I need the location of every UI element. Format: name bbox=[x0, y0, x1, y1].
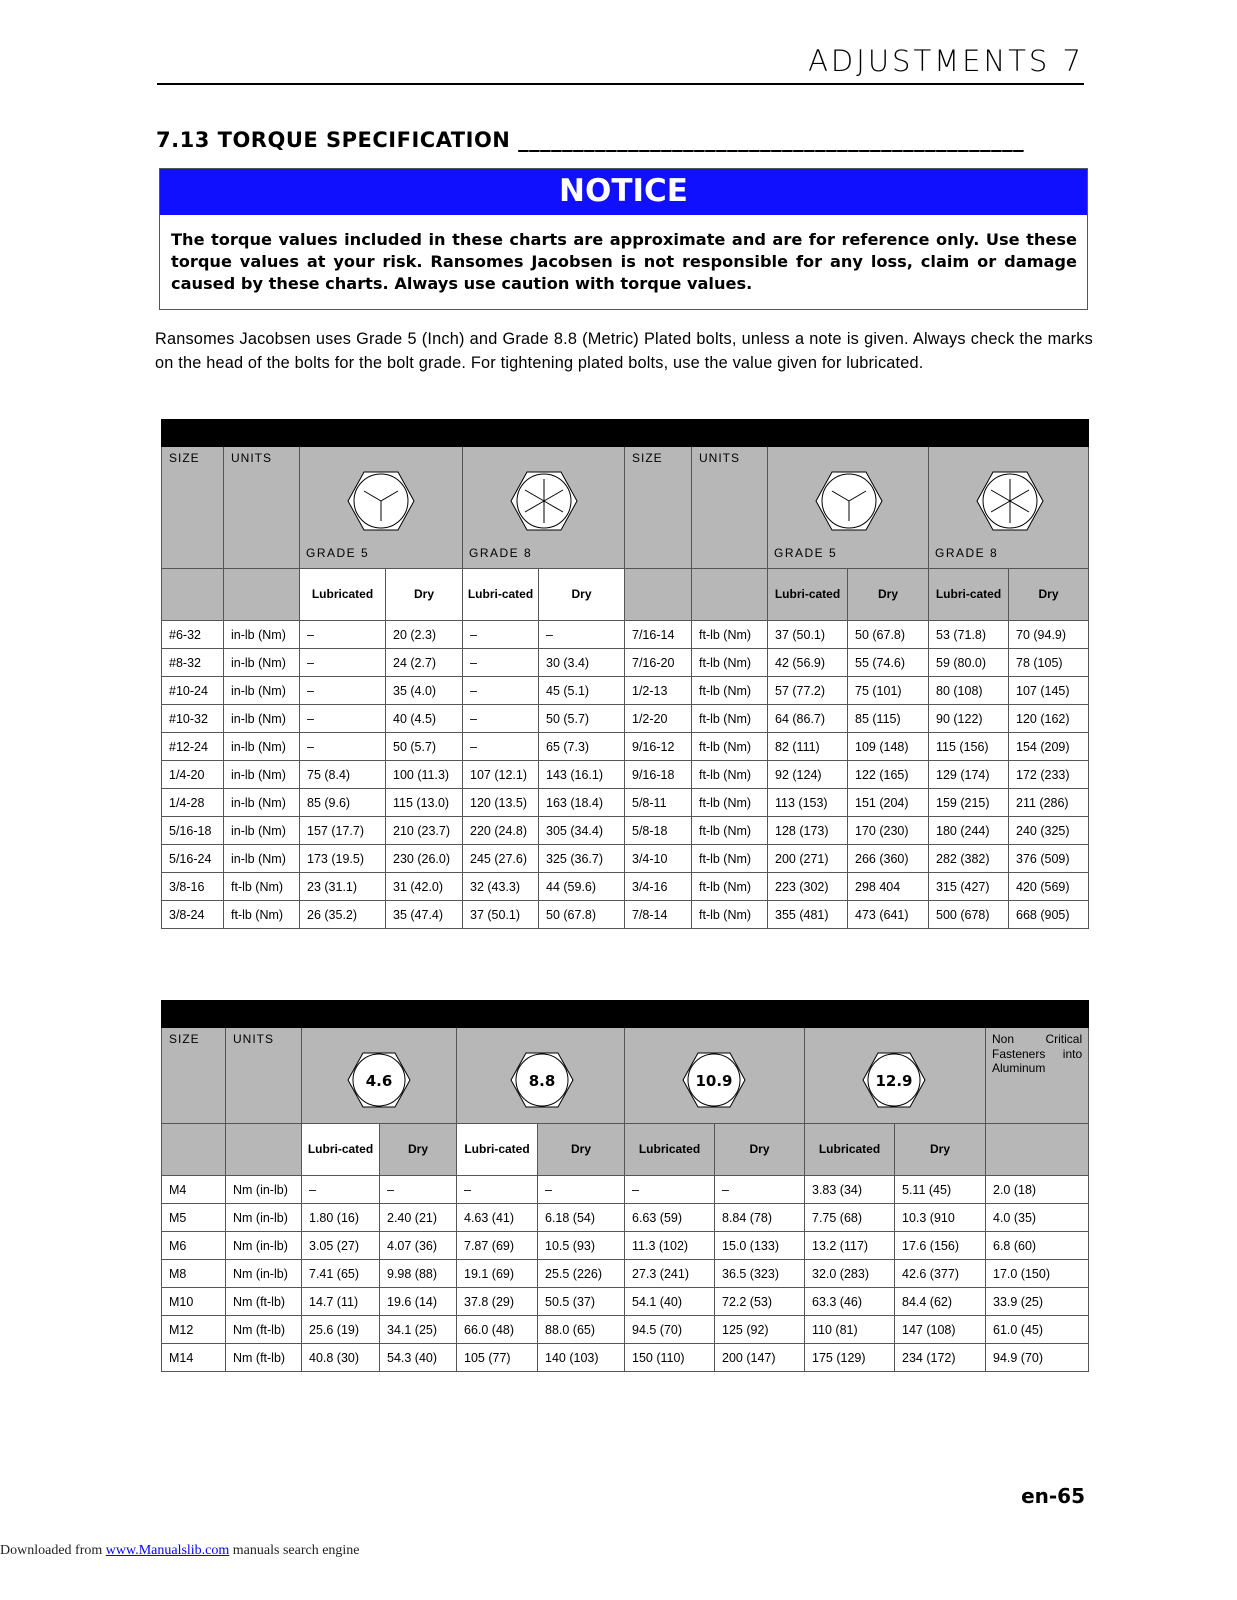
table-cell: 9.98 (88) bbox=[380, 1260, 457, 1288]
bolt-class-4-6-text: 4.6 bbox=[365, 1072, 393, 1090]
grade8-bolt-icon bbox=[975, 469, 1045, 533]
table-cell: 120 (13.5) bbox=[463, 789, 539, 817]
bolt-class-8-8-icon bbox=[509, 1050, 575, 1110]
units-header: UNITS bbox=[226, 1028, 302, 1124]
empty-subheader-cell bbox=[224, 569, 300, 621]
table-cell: 220 (24.8) bbox=[463, 817, 539, 845]
table-cell: 157 (17.7) bbox=[300, 817, 386, 845]
class-10-9-header bbox=[625, 1028, 805, 1124]
table-cell: 159 (215) bbox=[929, 789, 1009, 817]
table-cell: 33.9 (25) bbox=[986, 1288, 1089, 1316]
table-cell: M5 bbox=[162, 1204, 226, 1232]
table-cell: 5/8-11 bbox=[625, 789, 692, 817]
empty-subheader-cell bbox=[625, 569, 692, 621]
table-cell: 19.1 (69) bbox=[457, 1260, 538, 1288]
table-cell: 32.0 (283) bbox=[805, 1260, 895, 1288]
grade5-label: GRADE 5 bbox=[306, 546, 370, 560]
table-cell: 75 (8.4) bbox=[300, 761, 386, 789]
table-cell: Nm (ft-lb) bbox=[226, 1316, 302, 1344]
table-cell: 7/8-14 bbox=[625, 901, 692, 929]
table-cell: 1/2-13 bbox=[625, 677, 692, 705]
table-cell: in-lb (Nm) bbox=[224, 817, 300, 845]
table-cell: 210 (23.7) bbox=[386, 817, 463, 845]
table-cell: 3/4-10 bbox=[625, 845, 692, 873]
subheader-grade5-lubricated-right: Lubri-cated bbox=[768, 569, 848, 621]
table-cell: #10-24 bbox=[162, 677, 224, 705]
subheader-8-8-dry: Dry bbox=[538, 1124, 625, 1176]
table-cell: ft-lb (Nm) bbox=[224, 901, 300, 929]
table-cell: 110 (81) bbox=[805, 1316, 895, 1344]
subheader-4-6-dry: Dry bbox=[380, 1124, 457, 1176]
table-cell: – bbox=[300, 677, 386, 705]
table-cell: 19.6 (14) bbox=[380, 1288, 457, 1316]
table-cell: 40 (4.5) bbox=[386, 705, 463, 733]
table-cell: 668 (905) bbox=[1009, 901, 1089, 929]
class-8-8-header bbox=[457, 1028, 625, 1124]
table-cell: M14 bbox=[162, 1344, 226, 1372]
table-cell: 34.1 (25) bbox=[380, 1316, 457, 1344]
table-row bbox=[162, 677, 1089, 705]
table-cell: 14.7 (11) bbox=[302, 1288, 380, 1316]
table-cell: 4.0 (35) bbox=[986, 1204, 1089, 1232]
table-cell: 35 (4.0) bbox=[386, 677, 463, 705]
table-cell: 420 (569) bbox=[1009, 873, 1089, 901]
subheader-grade8-dry-right: Dry bbox=[1009, 569, 1089, 621]
table-cell: Nm (in-lb) bbox=[226, 1176, 302, 1204]
table-cell: Nm (in-lb) bbox=[226, 1260, 302, 1288]
table-row bbox=[162, 1316, 1089, 1344]
table-cell: 7.87 (69) bbox=[457, 1232, 538, 1260]
empty-subheader-cell bbox=[226, 1124, 302, 1176]
table-cell: 143 (16.1) bbox=[539, 761, 625, 789]
table-cell: 20 (2.3) bbox=[386, 621, 463, 649]
table-row bbox=[162, 789, 1089, 817]
table-row bbox=[162, 733, 1089, 761]
table-cell: 200 (271) bbox=[768, 845, 848, 873]
table-cell: 7/16-20 bbox=[625, 649, 692, 677]
table-cell: 122 (165) bbox=[848, 761, 929, 789]
table-cell: 298 404 bbox=[848, 873, 929, 901]
table-cell: 65 (7.3) bbox=[539, 733, 625, 761]
table-cell: 7/16-14 bbox=[625, 621, 692, 649]
table-cell: 85 (9.6) bbox=[300, 789, 386, 817]
table-cell: 61.0 (45) bbox=[986, 1316, 1089, 1344]
table-cell: 25.5 (226) bbox=[538, 1260, 625, 1288]
subheader-12-9-lubricated: Lubricated bbox=[805, 1124, 895, 1176]
table-cell: 170 (230) bbox=[848, 817, 929, 845]
table-cell: 37 (50.1) bbox=[463, 901, 539, 929]
table-cell: 54.1 (40) bbox=[625, 1288, 715, 1316]
table-cell: 3.83 (34) bbox=[805, 1176, 895, 1204]
table-cell: 26 (35.2) bbox=[300, 901, 386, 929]
table-cell: 234 (172) bbox=[895, 1344, 986, 1372]
subheader-12-9-dry: Dry bbox=[895, 1124, 986, 1176]
subheader-grade5-dry-right: Dry bbox=[848, 569, 929, 621]
table-cell: ft-lb (Nm) bbox=[692, 733, 768, 761]
table-row bbox=[162, 1288, 1089, 1316]
table-cell: 37 (50.1) bbox=[768, 621, 848, 649]
table-cell: 42.6 (377) bbox=[895, 1260, 986, 1288]
table-cell: – bbox=[302, 1176, 380, 1204]
table-cell: 10.5 (93) bbox=[538, 1232, 625, 1260]
table-cell: 266 (360) bbox=[848, 845, 929, 873]
table-cell: 13.2 (117) bbox=[805, 1232, 895, 1260]
grade5-bolt-icon bbox=[346, 469, 416, 533]
table-cell: 1.80 (16) bbox=[302, 1204, 380, 1232]
table-row bbox=[162, 817, 1089, 845]
metric-torque-table bbox=[161, 1000, 1089, 1372]
table-cell: – bbox=[463, 677, 539, 705]
table-cell: 315 (427) bbox=[929, 873, 1009, 901]
table-cell: 10.3 (910 bbox=[895, 1204, 986, 1232]
table-header-bar bbox=[162, 1001, 1089, 1028]
table-cell: 50 (5.7) bbox=[386, 733, 463, 761]
empty-subheader-cell bbox=[162, 1124, 226, 1176]
section-title: 7.13 TORQUE SPECIFICATION ______________________________________________ bbox=[156, 128, 1025, 152]
table-cell: M4 bbox=[162, 1176, 226, 1204]
table-row bbox=[162, 761, 1089, 789]
table-cell: 8.84 (78) bbox=[715, 1204, 805, 1232]
table-cell: Nm (in-lb) bbox=[226, 1204, 302, 1232]
table-cell: 50.5 (37) bbox=[538, 1288, 625, 1316]
table-cell: – bbox=[300, 705, 386, 733]
table-cell: 3/8-16 bbox=[162, 873, 224, 901]
inch-torque-table bbox=[161, 419, 1089, 929]
table-cell: 473 (641) bbox=[848, 901, 929, 929]
empty-subheader-cell bbox=[986, 1124, 1089, 1176]
bolt-class-10-9-text: 10.9 bbox=[695, 1072, 733, 1090]
table-cell: 64 (86.7) bbox=[768, 705, 848, 733]
table-row bbox=[162, 1344, 1089, 1372]
table-header-bar bbox=[162, 420, 1089, 447]
table-cell: 80 (108) bbox=[929, 677, 1009, 705]
table-row bbox=[162, 1176, 1089, 1204]
table-cell: 109 (148) bbox=[848, 733, 929, 761]
table-cell: 36.5 (323) bbox=[715, 1260, 805, 1288]
table-cell: #6-32 bbox=[162, 621, 224, 649]
table-cell: 376 (509) bbox=[1009, 845, 1089, 873]
table-cell: 3/8-24 bbox=[162, 901, 224, 929]
table-cell: 107 (145) bbox=[1009, 677, 1089, 705]
grade5-header-right bbox=[768, 447, 929, 569]
table-cell: 6.18 (54) bbox=[538, 1204, 625, 1232]
table-cell: 129 (174) bbox=[929, 761, 1009, 789]
table-cell: in-lb (Nm) bbox=[224, 789, 300, 817]
table-cell: 24 (2.7) bbox=[386, 649, 463, 677]
table-cell: 5.11 (45) bbox=[895, 1176, 986, 1204]
table-cell: 105 (77) bbox=[457, 1344, 538, 1372]
table-cell: 200 (147) bbox=[715, 1344, 805, 1372]
table-cell: Nm (ft-lb) bbox=[226, 1344, 302, 1372]
table-cell: Nm (in-lb) bbox=[226, 1232, 302, 1260]
subheader-grade8-lubricated: Lubri-cated bbox=[463, 569, 539, 621]
table-cell: 120 (162) bbox=[1009, 705, 1089, 733]
table-cell: – bbox=[380, 1176, 457, 1204]
table-cell: 53 (71.8) bbox=[929, 621, 1009, 649]
table-cell: in-lb (Nm) bbox=[224, 677, 300, 705]
grade8-header bbox=[463, 447, 625, 569]
table-cell: 2.40 (21) bbox=[380, 1204, 457, 1232]
table-cell: 9/16-18 bbox=[625, 761, 692, 789]
table-cell: M12 bbox=[162, 1316, 226, 1344]
intro-paragraph: Ransomes Jacobsen uses Grade 5 (Inch) and Grade 8.8 (Metric) Plated bolts, unless a note is given. Always check the marks on the head of the bolts for the bolt grade. For tightening plated bolts, use the value given for lubricated. bbox=[155, 330, 1093, 372]
header-rule bbox=[157, 83, 1084, 85]
table-cell: 4.07 (36) bbox=[380, 1232, 457, 1260]
table-cell: 23 (31.1) bbox=[300, 873, 386, 901]
table-cell: 1/4-20 bbox=[162, 761, 224, 789]
table-cell: ft-lb (Nm) bbox=[692, 761, 768, 789]
table-cell: 11.3 (102) bbox=[625, 1232, 715, 1260]
table-cell: 50 (67.8) bbox=[539, 901, 625, 929]
table-cell: 63.3 (46) bbox=[805, 1288, 895, 1316]
table-cell: ft-lb (Nm) bbox=[692, 621, 768, 649]
class-4-6-header bbox=[302, 1028, 457, 1124]
table-cell: 37.8 (29) bbox=[457, 1288, 538, 1316]
table-cell: 25.6 (19) bbox=[302, 1316, 380, 1344]
table-cell: ft-lb (Nm) bbox=[692, 845, 768, 873]
table-cell: – bbox=[539, 621, 625, 649]
table-cell: 100 (11.3) bbox=[386, 761, 463, 789]
table-cell: 90 (122) bbox=[929, 705, 1009, 733]
table-cell: 45 (5.1) bbox=[539, 677, 625, 705]
download-footer bbox=[0, 1543, 360, 1559]
table-row bbox=[162, 873, 1089, 901]
table-row bbox=[162, 1204, 1089, 1232]
grade5-label-right: GRADE 5 bbox=[774, 546, 838, 560]
table-cell: 180 (244) bbox=[929, 817, 1009, 845]
table-cell: 1/4-28 bbox=[162, 789, 224, 817]
table-cell: ft-lb (Nm) bbox=[692, 901, 768, 929]
table-cell: 125 (92) bbox=[715, 1316, 805, 1344]
units-header-right: UNITS bbox=[692, 447, 768, 569]
table-cell: in-lb (Nm) bbox=[224, 621, 300, 649]
table-cell: 175 (129) bbox=[805, 1344, 895, 1372]
table-cell: Nm (ft-lb) bbox=[226, 1288, 302, 1316]
table-cell: 163 (18.4) bbox=[539, 789, 625, 817]
table-cell: 325 (36.7) bbox=[539, 845, 625, 873]
download-prefix: Downloaded from bbox=[0, 1543, 106, 1558]
size-header: SIZE bbox=[162, 447, 224, 569]
table-cell: ft-lb (Nm) bbox=[692, 873, 768, 901]
table-cell: 31 (42.0) bbox=[386, 873, 463, 901]
subheader-grade8-dry: Dry bbox=[539, 569, 625, 621]
table-cell: 78 (105) bbox=[1009, 649, 1089, 677]
table-cell: 223 (302) bbox=[768, 873, 848, 901]
table-cell: 55 (74.6) bbox=[848, 649, 929, 677]
table-cell: – bbox=[538, 1176, 625, 1204]
table-cell: M8 bbox=[162, 1260, 226, 1288]
size-header-right: SIZE bbox=[625, 447, 692, 569]
table-cell: 50 (5.7) bbox=[539, 705, 625, 733]
table-cell: – bbox=[300, 649, 386, 677]
table-cell: ft-lb (Nm) bbox=[692, 677, 768, 705]
table-cell: 82 (111) bbox=[768, 733, 848, 761]
table-cell: 240 (325) bbox=[1009, 817, 1089, 845]
table-cell: ft-lb (Nm) bbox=[224, 873, 300, 901]
table-cell: 70 (94.9) bbox=[1009, 621, 1089, 649]
table-cell: 30 (3.4) bbox=[539, 649, 625, 677]
table-cell: 4.63 (41) bbox=[457, 1204, 538, 1232]
table-cell: 35 (47.4) bbox=[386, 901, 463, 929]
table-cell: 17.6 (156) bbox=[895, 1232, 986, 1260]
table-cell: 59 (80.0) bbox=[929, 649, 1009, 677]
table-cell: 6.63 (59) bbox=[625, 1204, 715, 1232]
subheader-grade8-lubricated-right: Lubri-cated bbox=[929, 569, 1009, 621]
notice-heading: NOTICE bbox=[160, 169, 1087, 215]
table-cell: 115 (156) bbox=[929, 733, 1009, 761]
table-cell: 42 (56.9) bbox=[768, 649, 848, 677]
notice-box bbox=[159, 168, 1088, 310]
table-cell: 44 (59.6) bbox=[539, 873, 625, 901]
table-cell: ft-lb (Nm) bbox=[692, 705, 768, 733]
subheader-10-9-dry: Dry bbox=[715, 1124, 805, 1176]
table-cell: 5/8-18 bbox=[625, 817, 692, 845]
table-cell: 1/2-20 bbox=[625, 705, 692, 733]
table-cell: 3.05 (27) bbox=[302, 1232, 380, 1260]
table-cell: – bbox=[457, 1176, 538, 1204]
table-cell: 115 (13.0) bbox=[386, 789, 463, 817]
chapter-title: ADJUSTMENTS 7 bbox=[808, 44, 1084, 78]
table-cell: 72.2 (53) bbox=[715, 1288, 805, 1316]
grade5-header bbox=[300, 447, 463, 569]
table-cell: 94.9 (70) bbox=[986, 1344, 1089, 1372]
table-cell: 147 (108) bbox=[895, 1316, 986, 1344]
table-cell: 54.3 (40) bbox=[380, 1344, 457, 1372]
table-cell: 245 (27.6) bbox=[463, 845, 539, 873]
table-cell: 5/16-18 bbox=[162, 817, 224, 845]
table-row bbox=[162, 1232, 1089, 1260]
table-cell: 6.8 (60) bbox=[986, 1232, 1089, 1260]
table-cell: 107 (12.1) bbox=[463, 761, 539, 789]
table-cell: 172 (233) bbox=[1009, 761, 1089, 789]
bolt-class-10-9-icon bbox=[681, 1050, 747, 1110]
page-number: en-65 bbox=[1021, 1484, 1085, 1508]
table-cell: #12-24 bbox=[162, 733, 224, 761]
table-cell: 211 (286) bbox=[1009, 789, 1089, 817]
table-cell: 92 (124) bbox=[768, 761, 848, 789]
empty-subheader-cell bbox=[692, 569, 768, 621]
table-cell: in-lb (Nm) bbox=[224, 649, 300, 677]
table-cell: 85 (115) bbox=[848, 705, 929, 733]
manualslib-link[interactable]: www.Manualslib.com bbox=[105, 1543, 230, 1558]
table-cell: 151 (204) bbox=[848, 789, 929, 817]
grade8-label-right: GRADE 8 bbox=[935, 546, 999, 560]
units-header: UNITS bbox=[224, 447, 300, 569]
empty-subheader-cell bbox=[162, 569, 224, 621]
table-cell: 84.4 (62) bbox=[895, 1288, 986, 1316]
table-cell: #8-32 bbox=[162, 649, 224, 677]
subheader-grade5-dry: Dry bbox=[386, 569, 463, 621]
table-cell: 150 (110) bbox=[625, 1344, 715, 1372]
class-12-9-header bbox=[805, 1028, 986, 1124]
subheader-10-9-lubricated: Lubricated bbox=[625, 1124, 715, 1176]
table-cell: 2.0 (18) bbox=[986, 1176, 1089, 1204]
table-cell: 94.5 (70) bbox=[625, 1316, 715, 1344]
table-cell: – bbox=[463, 621, 539, 649]
table-cell: – bbox=[300, 621, 386, 649]
table-cell: #10-32 bbox=[162, 705, 224, 733]
table-cell: 173 (19.5) bbox=[300, 845, 386, 873]
table-cell: 7.41 (65) bbox=[302, 1260, 380, 1288]
grade5-bolt-icon bbox=[814, 469, 884, 533]
table-cell: 500 (678) bbox=[929, 901, 1009, 929]
table-cell: – bbox=[715, 1176, 805, 1204]
subheader-8-8-lubricated: Lubri-cated bbox=[457, 1124, 538, 1176]
table-cell: 3/4-16 bbox=[625, 873, 692, 901]
table-cell: M10 bbox=[162, 1288, 226, 1316]
table-cell: 305 (34.4) bbox=[539, 817, 625, 845]
table-cell: in-lb (Nm) bbox=[224, 733, 300, 761]
table-cell: ft-lb (Nm) bbox=[692, 649, 768, 677]
grade8-header-right bbox=[929, 447, 1089, 569]
table-cell: ft-lb (Nm) bbox=[692, 817, 768, 845]
table-cell: 75 (101) bbox=[848, 677, 929, 705]
non-critical-header: Non Critical Fasteners into Aluminum bbox=[986, 1028, 1089, 1124]
table-cell: 57 (77.2) bbox=[768, 677, 848, 705]
table-cell: in-lb (Nm) bbox=[224, 845, 300, 873]
table-cell: 7.75 (68) bbox=[805, 1204, 895, 1232]
bolt-class-8-8-text: 8.8 bbox=[528, 1072, 556, 1090]
table-row bbox=[162, 649, 1089, 677]
table-cell: 5/16-24 bbox=[162, 845, 224, 873]
table-row bbox=[162, 901, 1089, 929]
table-row bbox=[162, 845, 1089, 873]
table-row bbox=[162, 705, 1089, 733]
subheader-4-6-lubricated: Lubri-cated bbox=[302, 1124, 380, 1176]
table-cell: – bbox=[300, 733, 386, 761]
size-header: SIZE bbox=[162, 1028, 226, 1124]
table-cell: 9/16-12 bbox=[625, 733, 692, 761]
table-cell: ft-lb (Nm) bbox=[692, 789, 768, 817]
table-cell: in-lb (Nm) bbox=[224, 761, 300, 789]
table-cell: – bbox=[463, 733, 539, 761]
table-cell: 230 (26.0) bbox=[386, 845, 463, 873]
bolt-class-12-9-text: 12.9 bbox=[875, 1072, 913, 1090]
grade8-bolt-icon bbox=[509, 469, 579, 533]
table-cell: – bbox=[463, 649, 539, 677]
bolt-class-12-9-icon bbox=[861, 1050, 927, 1110]
table-cell: in-lb (Nm) bbox=[224, 705, 300, 733]
table-cell: 17.0 (150) bbox=[986, 1260, 1089, 1288]
table-cell: 128 (173) bbox=[768, 817, 848, 845]
table-cell: 355 (481) bbox=[768, 901, 848, 929]
subheader-grade5-lubricated: Lubricated bbox=[300, 569, 386, 621]
bolt-class-4-6-icon bbox=[346, 1050, 412, 1110]
table-cell: 15.0 (133) bbox=[715, 1232, 805, 1260]
table-cell: 88.0 (65) bbox=[538, 1316, 625, 1344]
table-cell: 113 (153) bbox=[768, 789, 848, 817]
table-cell: 154 (209) bbox=[1009, 733, 1089, 761]
table-cell: 40.8 (30) bbox=[302, 1344, 380, 1372]
download-suffix: manuals search engine bbox=[229, 1543, 360, 1558]
table-row bbox=[162, 621, 1089, 649]
grade8-label: GRADE 8 bbox=[469, 546, 533, 560]
table-cell: 50 (67.8) bbox=[848, 621, 929, 649]
table-cell: – bbox=[463, 705, 539, 733]
table-cell: 66.0 (48) bbox=[457, 1316, 538, 1344]
table-cell: 32 (43.3) bbox=[463, 873, 539, 901]
table-cell: 282 (382) bbox=[929, 845, 1009, 873]
table-cell: 27.3 (241) bbox=[625, 1260, 715, 1288]
notice-text: The torque values included in these charts are approximate and are for reference only. Use these torque values at your risk. Ransomes Jacobsen is not responsible for any loss, claim or damage caused by these charts. Always use caution with torque values. bbox=[171, 230, 1077, 293]
table-cell: M6 bbox=[162, 1232, 226, 1260]
table-cell: – bbox=[625, 1176, 715, 1204]
table-row bbox=[162, 1260, 1089, 1288]
table-cell: 140 (103) bbox=[538, 1344, 625, 1372]
